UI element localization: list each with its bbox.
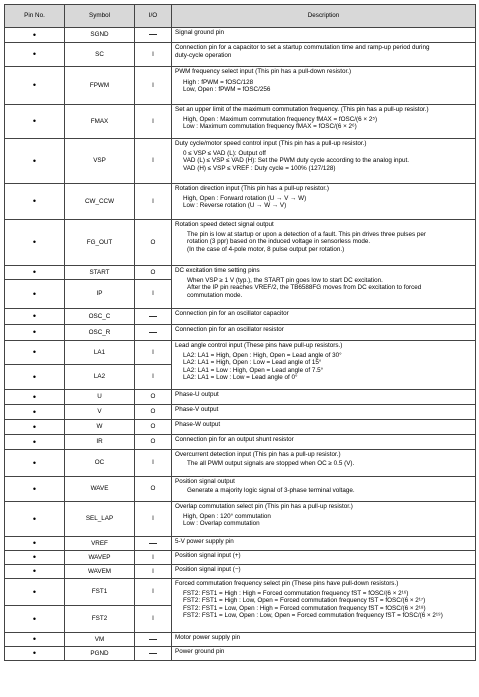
table-row: [5, 220, 476, 266]
table-row: [5, 537, 476, 551]
symbol-cell: LA1: [65, 341, 135, 365]
header-pin-no: Pin No.: [5, 5, 65, 28]
description-line: Connection pin for an output shunt resistor: [175, 436, 294, 443]
description-line: LA2: LA1 = High, Open : High, Open = Lead angle of 30°: [183, 351, 342, 359]
symbol-cell: IR: [65, 435, 135, 450]
pin-no-cell: •: [5, 537, 65, 551]
io-cell: I: [135, 450, 172, 477]
description-line: VAD (L) ≤ VSP ≤ VAD (H): Set the PWM duty cycle according to the analog input.: [183, 157, 409, 165]
symbol-cell: W: [65, 420, 135, 435]
symbol-cell: FMAX: [65, 105, 135, 139]
io-cell: I: [135, 184, 172, 220]
description-line: High : fPWM = fOSC/128: [183, 78, 254, 86]
io-cell: —: [135, 309, 172, 325]
description-line: DC excitation time setting pins: [175, 267, 260, 274]
symbol-cell: FST2: [65, 606, 135, 633]
symbol-cell: U: [65, 390, 135, 405]
description-cell: [172, 105, 476, 139]
description-cell: [172, 309, 476, 325]
pin-no-cell: •: [5, 633, 65, 647]
header-symbol: Symbol: [65, 5, 135, 28]
symbol-cell: START: [65, 266, 135, 280]
io-cell: I: [135, 502, 172, 537]
io-cell: —: [135, 633, 172, 647]
description-line: Phase-V output: [175, 406, 219, 413]
description-line: After the IP pin reaches VREF/2, the TB6588FG moves from DC excitation to forced: [187, 284, 422, 292]
io-cell: —: [135, 325, 172, 341]
pin-no-cell: •: [5, 647, 65, 661]
description-line: FST2: FST1 = High : Low, Open = Forced commutation frequency fST = fOSC/(6 × 2¹⁷): [183, 597, 426, 605]
pin-no-cell: •: [5, 341, 65, 365]
pin-no-cell: •: [5, 266, 65, 280]
description-line: rotation (3 ppr) based on the induced voltage in sensorless mode.: [187, 238, 371, 246]
io-cell: O: [135, 390, 172, 405]
symbol-cell: SC: [65, 43, 135, 67]
io-cell: I: [135, 565, 172, 579]
table-row: [5, 502, 476, 537]
pin-description-table-container: [4, 4, 475, 661]
description-cell: [172, 139, 476, 184]
symbol-cell: WAVEP: [65, 551, 135, 565]
description-line: Low : Maximum commutation frequency fMAX = fOSC/(6 × 2⁶): [183, 123, 357, 131]
description-cell: [172, 28, 476, 43]
description-line: High, Open : 120° commutation: [183, 512, 271, 520]
io-cell: I: [135, 139, 172, 184]
description-line: 0 ≤ VSP ≤ VAD (L): Output off: [183, 149, 266, 157]
description-line: Position signal output: [175, 478, 235, 485]
pin-no-cell: •: [5, 390, 65, 405]
symbol-cell: VREF: [65, 537, 135, 551]
table-row: [5, 647, 476, 661]
pin-no-cell: •: [5, 420, 65, 435]
description-line: (In the case of 4-pole motor, 8 pulse output per rotation.): [187, 245, 345, 253]
io-cell: I: [135, 280, 172, 309]
description-cell: [172, 220, 476, 266]
table-row: [5, 435, 476, 450]
description-cell: [172, 477, 476, 502]
table-row: [5, 477, 476, 502]
description-cell: [172, 633, 476, 647]
description-line: Set an upper limit of the maximum commutation frequency. (This pin has a pull-up resistor.): [175, 106, 429, 113]
symbol-cell: LA2: [65, 365, 135, 390]
pin-no-cell: •: [5, 43, 65, 67]
description-line: The all PWM output signals are stopped when OC ≥ 0.5 (V).: [187, 459, 355, 467]
description-line: Position signal input (−): [175, 566, 241, 573]
table-row: [5, 420, 476, 435]
description-line: duty-cycle operation: [175, 51, 232, 59]
description-cell: [172, 435, 476, 450]
description-cell: [172, 450, 476, 477]
description-line: Lead angle control input (These pins have pull-up resistors.): [175, 342, 343, 349]
symbol-cell: WAVE: [65, 477, 135, 502]
description-cell: [172, 647, 476, 661]
description-line: The pin is low at startup or upon a detection of a fault. This pin drives three pulses per: [187, 230, 426, 238]
symbol-cell: OSC_R: [65, 325, 135, 341]
description-line: Phase-W output: [175, 421, 221, 428]
description-line: Position signal input (+): [175, 552, 241, 559]
symbol-cell: VSP: [65, 139, 135, 184]
io-cell: O: [135, 435, 172, 450]
description-line: Rotation speed detect signal output: [175, 221, 274, 228]
description-line: High, Open : Maximum commutation frequency fMAX = fOSC/(6 × 2⁵): [183, 115, 378, 123]
description-line: High, Open : Forward rotation (U → V → W): [183, 194, 307, 202]
table-row: [5, 266, 476, 280]
description-line: Phase-U output: [175, 391, 219, 398]
io-cell: I: [135, 67, 172, 105]
io-cell: O: [135, 220, 172, 266]
table-row: [5, 43, 476, 67]
table-row: [5, 184, 476, 220]
table-row: [5, 139, 476, 184]
description-line: PWM frequency select input (This pin has a pull-down resistor.): [175, 68, 352, 75]
description-cell: [172, 43, 476, 67]
description-cell: [172, 551, 476, 565]
description-line: Connection pin for an oscillator capacitor: [175, 310, 289, 317]
description-line: Forced commutation frequency select pin (These pins have pull-down resistors.): [175, 580, 399, 587]
io-cell: O: [135, 405, 172, 420]
description-cell: [172, 390, 476, 405]
symbol-cell: FG_OUT: [65, 220, 135, 266]
pin-no-cell: •: [5, 220, 65, 266]
table-row: [5, 309, 476, 325]
description-cell: [172, 537, 476, 551]
io-cell: O: [135, 266, 172, 280]
description-cell: [172, 420, 476, 435]
description-line: Overcurrent detection input (This pin has a pull-up resistor.): [175, 451, 341, 458]
description-line: Overlap commutation select pin (This pin has a pull-up resistor.): [175, 503, 353, 510]
description-cell: [172, 579, 476, 633]
description-cell: [172, 325, 476, 341]
symbol-cell: SGND: [65, 28, 135, 43]
symbol-cell: CW_CCW: [65, 184, 135, 220]
io-cell: —: [135, 647, 172, 661]
table-row: [5, 390, 476, 405]
symbol-cell: IP: [65, 280, 135, 309]
description-line: Generate a majority logic signal of 3-phase terminal voltage.: [187, 486, 355, 494]
table-row: [5, 341, 476, 365]
table-row: [5, 28, 476, 43]
pin-no-cell: •: [5, 325, 65, 341]
table-row: [5, 551, 476, 565]
pin-no-cell: •: [5, 477, 65, 502]
description-cell: [172, 502, 476, 537]
pin-no-cell: •: [5, 184, 65, 220]
description-line: Low : Overlap commutation: [183, 520, 260, 528]
description-line: When VSP ≥ 1 V (typ.), the START pin goes low to start DC excitation.: [187, 276, 383, 284]
description-cell: [172, 266, 476, 309]
io-cell: O: [135, 420, 172, 435]
description-line: Connection pin for a capacitor to set a startup commutation time and ramp-up period during: [175, 44, 430, 51]
symbol-cell: OC: [65, 450, 135, 477]
description-line: LA2: LA1 = High, Open : Low = Lead angle of 15°: [183, 359, 322, 367]
description-line: FST2: FST1 = Low, Open : High = Forced commutation frequency fST = fOSC/(6 × 2¹⁸): [183, 604, 426, 612]
io-cell: I: [135, 551, 172, 565]
pin-no-cell: •: [5, 309, 65, 325]
io-cell: I: [135, 365, 172, 390]
description-cell: [172, 341, 476, 390]
description-line: Power ground pin: [175, 648, 225, 655]
pin-no-cell: •: [5, 565, 65, 579]
header-io: I/O: [135, 5, 172, 28]
table-row: [5, 405, 476, 420]
pin-no-cell: •: [5, 365, 65, 390]
description-cell: [172, 184, 476, 220]
io-cell: I: [135, 43, 172, 67]
description-line: LA2: LA1 = Low : High, Open = Lead angle of 7.5°: [183, 366, 324, 374]
symbol-cell: OSC_C: [65, 309, 135, 325]
table-row: [5, 105, 476, 139]
table-row: [5, 67, 476, 105]
pin-no-cell: •: [5, 67, 65, 105]
symbol-cell: SEL_LAP: [65, 502, 135, 537]
pin-no-cell: •: [5, 280, 65, 309]
pin-no-cell: •: [5, 28, 65, 43]
io-cell: I: [135, 105, 172, 139]
description-line: 5-V power supply pin: [175, 538, 234, 545]
description-cell: [172, 67, 476, 105]
description-line: Rotation direction input (This pin has a pull-up resistor.): [175, 185, 329, 192]
description-line: Connection pin for an oscillator resistor: [175, 326, 284, 333]
description-line: FST2: FST1 = Low, Open : Low, Open = Forced commutation frequency fST = fOSC/(6 × 2¹⁹): [183, 612, 443, 620]
table-row: [5, 579, 476, 606]
description-line: Low : Reverse rotation (U → W → V): [183, 202, 287, 210]
description-line: Low, Open : fPWM = fOSC/256: [183, 86, 271, 94]
symbol-cell: FST1: [65, 579, 135, 606]
io-cell: —: [135, 28, 172, 43]
io-cell: I: [135, 606, 172, 633]
pin-no-cell: •: [5, 450, 65, 477]
pin-no-cell: •: [5, 139, 65, 184]
table-header-row: [5, 5, 476, 28]
symbol-cell: WAVEM: [65, 565, 135, 579]
pin-description-table: [4, 4, 476, 661]
description-cell: [172, 565, 476, 579]
io-cell: I: [135, 579, 172, 606]
description-line: Signal ground pin: [175, 29, 225, 36]
table-row: [5, 633, 476, 647]
symbol-cell: VM: [65, 633, 135, 647]
symbol-cell: V: [65, 405, 135, 420]
description-line: VAD (H) ≤ VSP ≤ VREF : Duty cycle = 100% (127/128): [183, 164, 336, 172]
description-line: LA2: LA1 = Low : Low = Lead angle of 0°: [183, 374, 298, 382]
table-row: [5, 565, 476, 579]
pin-no-cell: •: [5, 551, 65, 565]
io-cell: I: [135, 341, 172, 365]
io-cell: —: [135, 537, 172, 551]
pin-no-cell: •: [5, 105, 65, 139]
table-row: [5, 325, 476, 341]
description-line: Motor power supply pin: [175, 634, 241, 641]
symbol-cell: PGND: [65, 647, 135, 661]
pin-no-cell: •: [5, 502, 65, 537]
io-cell: O: [135, 477, 172, 502]
description-cell: [172, 405, 476, 420]
pin-no-cell: •: [5, 579, 65, 606]
header-description: Description: [172, 5, 476, 28]
description-line: commutation mode.: [187, 291, 243, 299]
pin-no-cell: •: [5, 405, 65, 420]
description-line: Duty cycle/motor speed control input (This pin has a pull-up resistor.): [175, 140, 367, 147]
table-row: [5, 450, 476, 477]
pin-no-cell: •: [5, 435, 65, 450]
description-line: FST2: FST1 = High : High = Forced commutation frequency fST = fOSC/(6 × 2¹⁶): [183, 589, 409, 597]
symbol-cell: FPWM: [65, 67, 135, 105]
pin-no-cell: •: [5, 606, 65, 633]
